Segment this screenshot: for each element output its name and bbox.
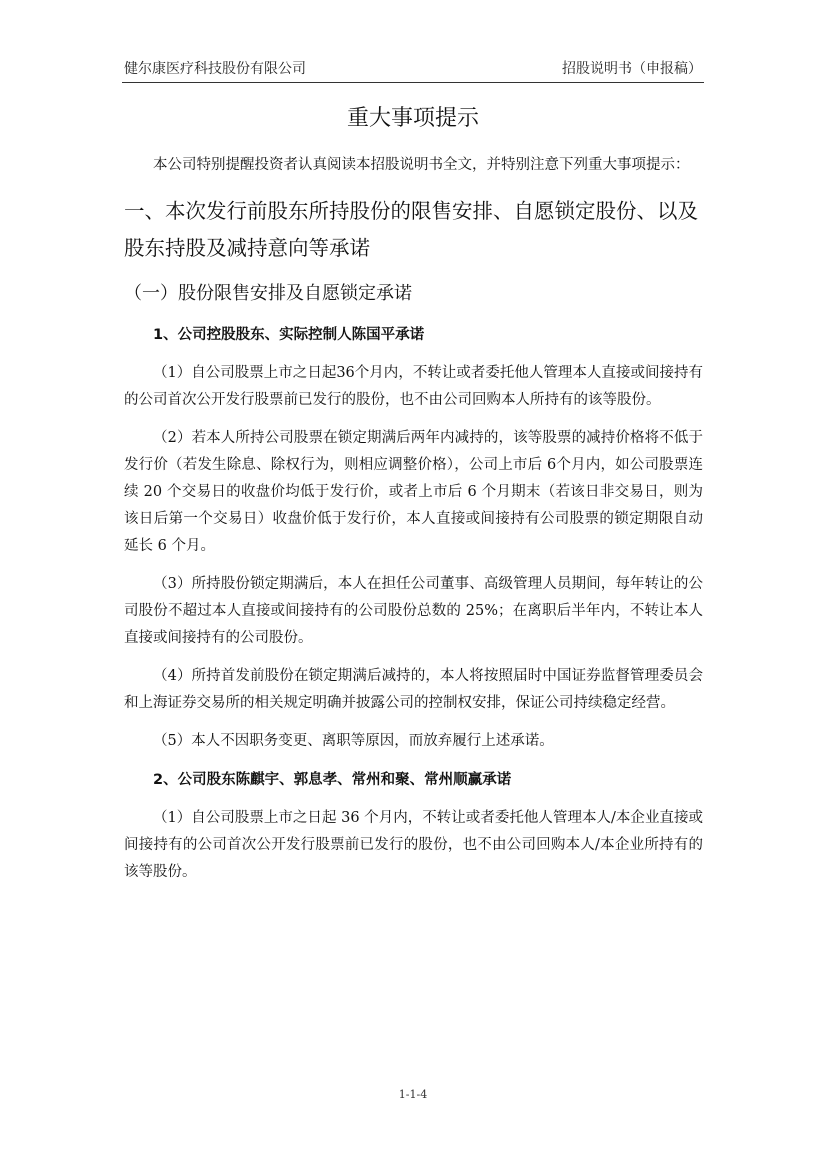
commitment-paragraph: （3）所持股份锁定期满后，本人在担任公司董事、高级管理人员期间，每年转让的公司股份不超过本人直接或间接持有的公司股份总数的 25%；在离职后半年内，不转让本人直接或间接持有的公司股份。	[124, 576, 703, 646]
commitment-paragraph: （2）若本人所持公司股票在锁定期满后两年内减持的，该等股票的减持价格将不低于发行价（若发生除息、除权行为，则相应调整价格），公司上市后 6个月内，如公司股票连续 20 个交易日的收盘价均低于发行价，或者上市后 6 个月期末（若该日非交易日，则为该日后第一个交易日）收盘价低于发行价，本人直接或间接持有公司股票的锁定期限自动延长 6 个月。	[124, 430, 703, 554]
page-header	[122, 58, 704, 80]
header-document-type: 招股说明书（申报稿）	[562, 61, 702, 77]
page-title: 重大事项提示	[346, 106, 479, 131]
commitment-paragraph: （4）所持首发前股份在锁定期满后减持的，本人将按照届时中国证券监督管理委员会和上海证券交易所的相关规定明确并披露公司的控制权安排，保证公司持续稳定经营。	[124, 668, 703, 711]
header-divider	[122, 82, 704, 83]
page-number: 1-1-4	[398, 1088, 428, 1101]
header-company-name: 健尔康医疗科技股份有限公司	[124, 61, 306, 77]
intro-paragraph: 本公司特别提醒投资者认真阅读本招股说明书全文，并特别注意下列重大事项提示：	[153, 157, 690, 173]
commitment-paragraph: （5）本人不因职务变更、离职等原因，而放弃履行上述承诺。	[153, 733, 554, 749]
document-body	[124, 152, 703, 897]
section-heading: 一、本次发行前股东所持股份的限售安排、自愿锁定股份、以及股东持股及减持意向等承诺	[124, 199, 698, 260]
item-heading: 2、公司股东陈麒宇、郭息孝、常州和聚、常州顺赢承诺	[153, 772, 512, 788]
commitment-paragraph: （1）自公司股票上市之日起36个月内，不转让或者委托他人管理本人直接或间接持有的公司首次公开发行股票前已发行的股份，也不由公司回购本人所持有的该等股份。	[124, 365, 703, 408]
subsection-heading: （一）股份限售安排及自愿锁定承诺	[124, 283, 412, 304]
commitment-paragraph: （1）自公司股票上市之日起 36 个月内，不转让或者委托他人管理本人/本企业直接或间接持有的公司首次公开发行股票前已发行的股份，也不由公司回购本人/本企业所持有的该等股份。	[124, 810, 703, 880]
item-heading: 1、公司控股股东、实际控制人陈国平承诺	[153, 327, 425, 343]
